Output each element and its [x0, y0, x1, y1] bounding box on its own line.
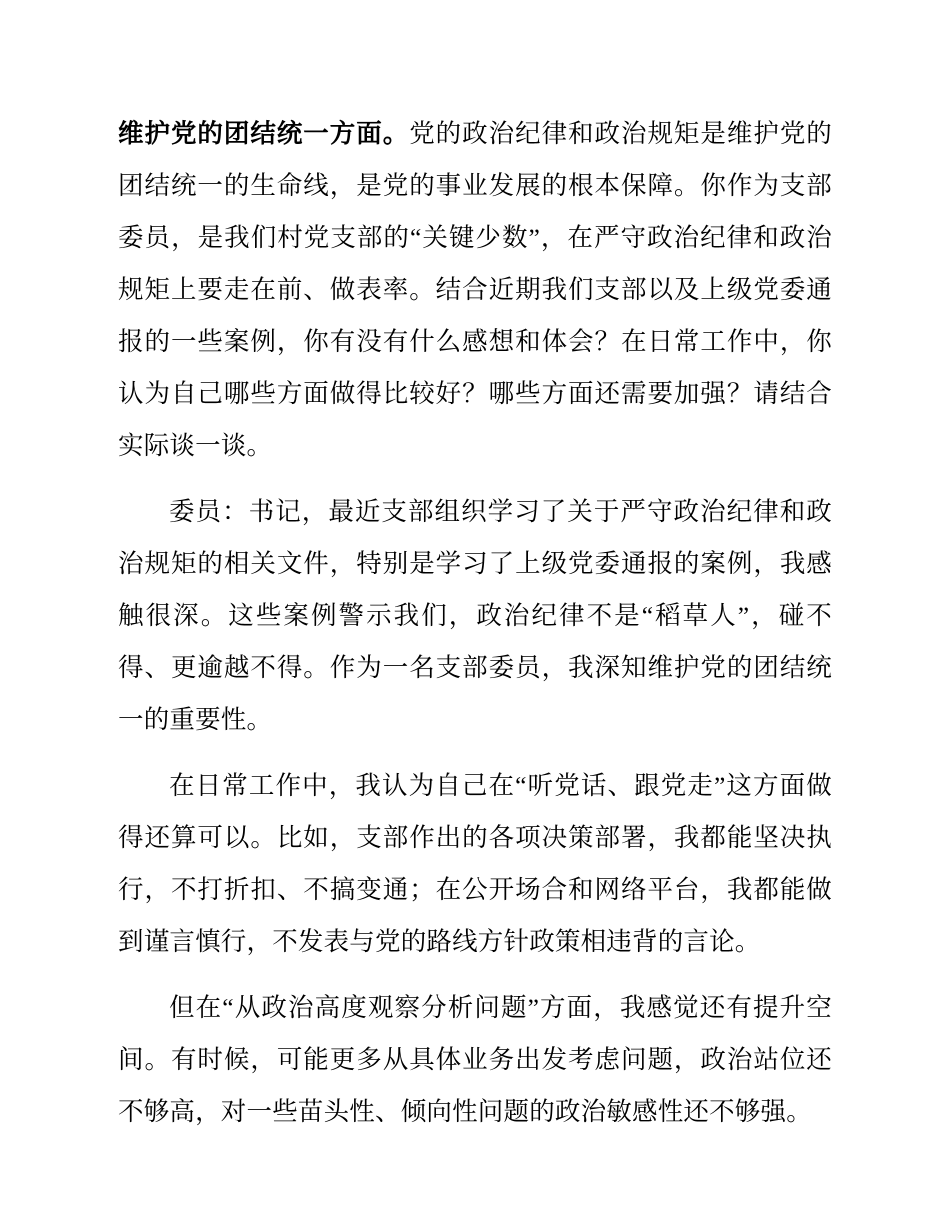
paragraph-3 — [118, 760, 832, 968]
paragraph-1-lead: 维护党的团结统一方面。 — [118, 119, 410, 148]
document-body — [118, 108, 832, 1138]
paragraph-4-text: 但在“从政治高度观察分析问题”方面，我感觉还有提升空间。有时候，可能更多从具体业务出发考虑问题，政治站位还不够高，对一些苗头性、倾向性问题的政治敏感性还不够强。 — [118, 993, 832, 1126]
paragraph-1-text: 党的政治纪律和政治规矩是维护党的团结统一的生命线，是党的事业发展的根本保障。你作为支部委员，是我们村党支部的“关键少数”，在严守政治纪律和政治规矩上要走在前、做表率。结合近期我们支部以及上级党委通报的一些案例，你有没有什么感想和体会？在日常工作中，你认为自己哪些方面做得比较好？哪些方面还需要加强？请结合实际谈一谈。 — [118, 119, 832, 460]
paragraph-2 — [118, 486, 832, 746]
paragraph-2-text: 委员：书记，最近支部组织学习了关于严守政治纪律和政治规矩的相关文件，特别是学习了上级党委通报的案例，我感触很深。这些案例警示我们，政治纪律不是“稻草人”，碰不得、更逾越不得。作为一名支部委员，我深知维护党的团结统一的重要性。 — [118, 497, 832, 734]
paragraph-4 — [118, 982, 832, 1138]
paragraph-1 — [118, 108, 832, 472]
paragraph-3-text: 在日常工作中，我认为自己在“听党话、跟党走”这方面做得还算可以。比如，支部作出的各项决策部署，我都能坚决执行，不打折扣、不搞变通；在公开场合和网络平台，我都能做到谨言慎行，不发表与党的路线方针政策相违背的言论。 — [118, 771, 832, 956]
